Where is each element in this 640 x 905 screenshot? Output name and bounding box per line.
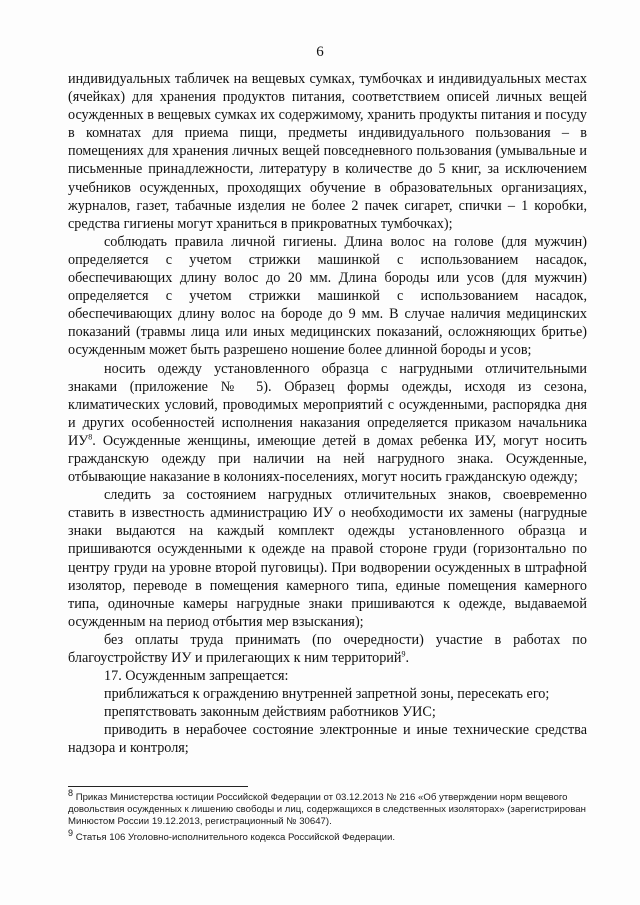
paragraph-hygiene: соблюдать правила личной гигиены. Длина волос на голове (для мужчин) определяется с учетом стрижки машинкой с использованием насадок, обеспечивающих длину волос до 20 мм. Длина бороды или усов (для мужчин) определяется с учетом стрижки машинкой с использованием насадок, обеспечивающих длину волос на бороде до 9 мм. В случае наличия медицинских показаний (травмы лица или иных медицинских показаний, осложняющих бритье) осужденным может быть разрешено ношение более длинной бороды и усов;	[68, 233, 587, 359]
footnote-9-text: Статья 106 Уголовно-исполнительного кодекса Российской Федерации.	[75, 831, 396, 843]
footnote-divider	[68, 786, 248, 787]
footnote-8-mark: 8	[68, 787, 74, 798]
footnote-8	[68, 787, 587, 829]
paragraph-clothing-text-2: . Осужденные женщины, имеющие детей в домах ребенка ИУ, могут носить гражданскую одежду при наличии на ней нагрудного знака. Осужденные, отбывающие наказание в колониях-поселениях, могут носить гражданскую одежду;	[68, 432, 587, 486]
prohibition-fence: приближаться к ограждению внутренней запретной зоны, пересекать его;	[104, 686, 550, 703]
footnote-ref-9[interactable]: 9	[401, 649, 406, 659]
section-heading-17: 17. Осужденным запрещается:	[104, 668, 289, 685]
paragraph-unpaid-work	[68, 631, 587, 667]
paragraph-unpaid-work-text: без оплаты труда принимать (по очередности) участие в работах по благоустройству ИУ и прилегающих к ним территорий	[68, 631, 587, 666]
footnote-9-mark: 9	[68, 827, 74, 838]
paragraph-clothing	[68, 360, 587, 487]
footnote-9	[68, 827, 587, 844]
paragraph-badges: следить за состоянием нагрудных отличительных знаков, своевременно ставить в известность администрацию ИУ о необходимости их замены (нагрудные знаки выдаются на каждый комплект одежды установленного образца и пришиваются осужденными к одежде на правой стороне груди (горизонтально по центру груди на уровне второй пуговицы). При водворении осужденных в штрафной изолятор, переводе в помещения камерного типа, единые помещения камерного типа, одиночные камеры нагрудные знаки пришиваются к одежде, выдаваемой осужденным на период отбытия мер взыскания);	[68, 487, 587, 630]
paragraph-unpaid-work-end: .	[405, 650, 410, 666]
prohibition-obstruct: препятствовать законным действиям работников УИС;	[104, 704, 436, 721]
main-text	[68, 70, 587, 758]
prohibition-disable-equipment: приводить в нерабочее состояние электронные и иные технические средства надзора и контроля;	[68, 722, 587, 757]
footnote-ref-8[interactable]: 8	[88, 432, 93, 442]
footnotes	[68, 787, 587, 847]
footnote-8-text: Приказ Министерства юстиции Российской Федерации от 03.12.2013 № 216 «Об утверждении норм вещевого довольствия осужденных к лишению свободы и лиц, содержащихся в следственных изоляторах» (зарегистрирован Минюстом России 19.12.2013, регистрационный № 30647).	[68, 792, 586, 828]
page-number: 6	[316, 44, 324, 60]
paragraph-storage-rules: индивидуальных табличек на вещевых сумках, тумбочках и индивидуальных местах (ячейках) для хранения продуктов питания, соответствием описей личных вещей осужденных в вещевых сумках их содержимому, хранить продукты питания и посуду в комнатах для приема пищи, предметы индивидуального пользования – в помещениях для хранения личных вещей повседневного пользования (умывальные и письменные принадлежности, литературу в количестве до 5 книг, за исключением учебников осужденных, проходящих обучение в образовательных организациях, журналов, газет, табачные изделия не более 2 пачек сигарет, спички – 1 коробки, средства гигиены могут храниться в прикроватных тумбочках);	[68, 71, 587, 232]
paragraph-clothing-text-1: носить одежду установленного образца с нагрудными отличительными знаками (приложение № 5). Образец формы одежды, исходя из сезона, климатических условий, проводимых мероприятий с осужденными, распорядка дня и других особенностей исполнения наказания определяется приказом начальника ИУ	[68, 360, 587, 449]
